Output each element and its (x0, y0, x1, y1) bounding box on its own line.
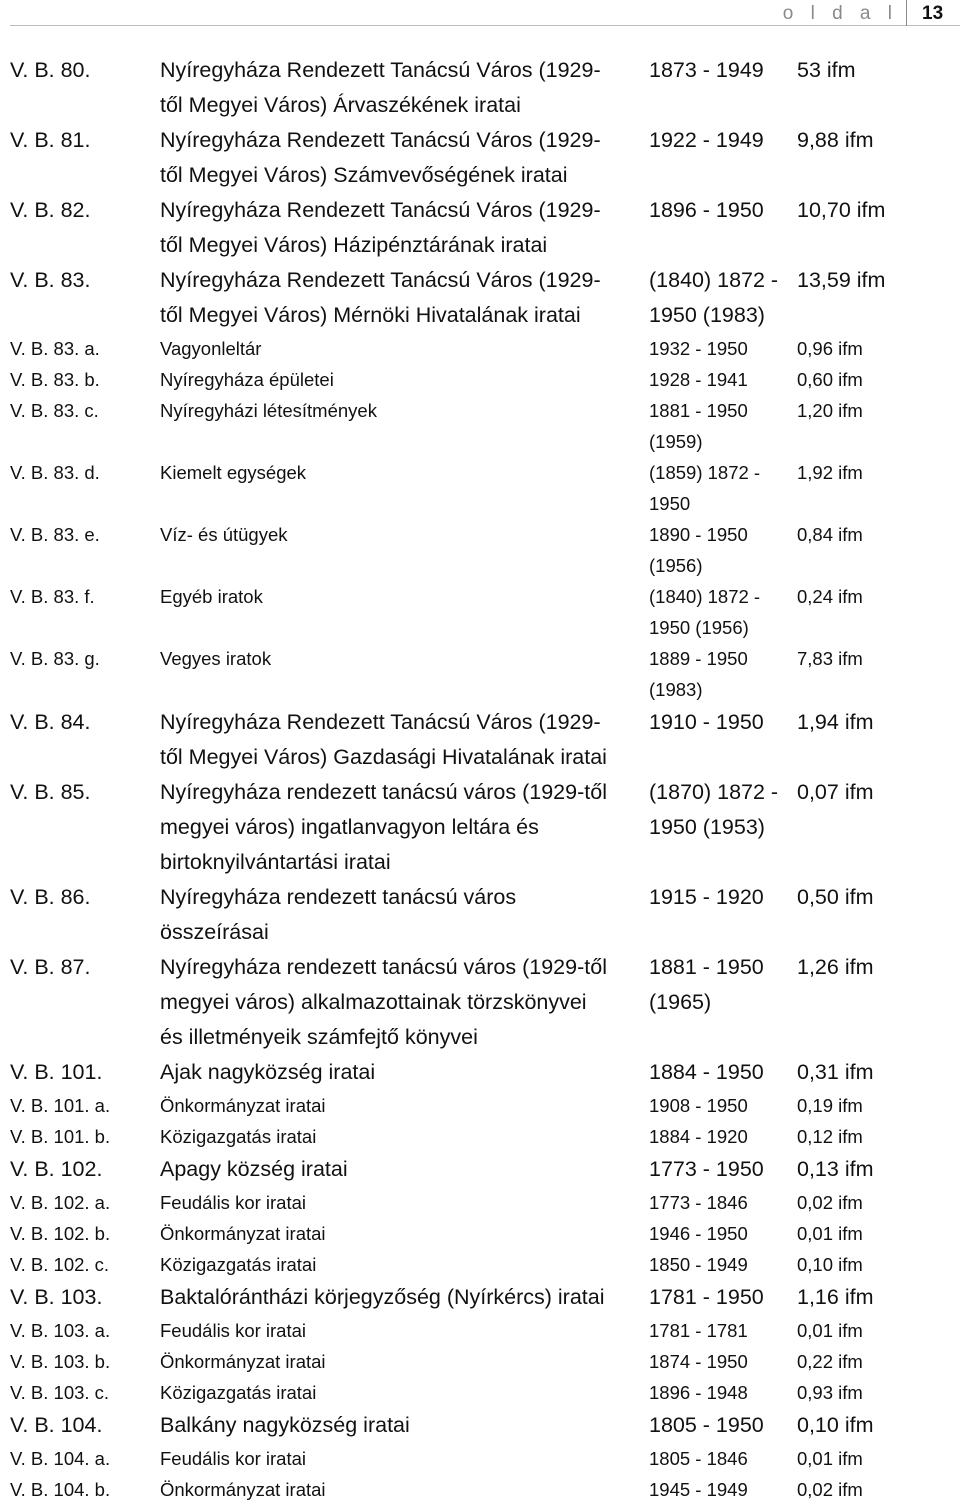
item-date-range (649, 1121, 748, 1152)
item-code: V. B. 102. c. (10, 1254, 110, 1275)
item-title (160, 263, 601, 333)
item-extent: 7,83 ifm (797, 648, 863, 669)
header-rule (10, 25, 960, 26)
item-date-range (649, 880, 764, 915)
item-title-line: Önkormányzat iratai (160, 1479, 326, 1500)
list-item (0, 1055, 960, 1090)
item-extent: 0,19 ifm (797, 1095, 863, 1116)
item-code: V. B. 103. a. (10, 1320, 111, 1341)
item-extent: 0,31 ifm (797, 1060, 874, 1084)
item-extent: 0,12 ifm (797, 1126, 863, 1147)
item-title (160, 705, 607, 775)
item-date-line: 1950 (1983) (649, 303, 765, 327)
list-item (0, 1152, 960, 1187)
page-number: 13 (922, 3, 944, 24)
item-code: V. B. 86. (10, 885, 91, 909)
item-date-range (649, 333, 748, 364)
list-item (0, 1280, 960, 1315)
item-extent: 53 ifm (797, 58, 856, 82)
item-date-line: 1915 - 1920 (649, 885, 764, 909)
item-extent: 1,26 ifm (797, 955, 874, 979)
item-title (160, 364, 334, 395)
item-extent: 1,20 ifm (797, 400, 863, 421)
list-item (0, 1408, 960, 1443)
item-title (160, 519, 288, 550)
item-title-line: től Megyei Város) Gazdasági Hivatalának iratai (160, 745, 607, 769)
item-title (160, 1152, 348, 1187)
item-extent: 0,93 ifm (797, 1382, 863, 1403)
item-title-line: Nyíregyházi létesítmények (160, 400, 377, 421)
item-date-line: 1946 - 1950 (649, 1223, 748, 1244)
item-date-line: (1840) 1872 - (649, 268, 779, 292)
item-extent: 0,01 ifm (797, 1448, 863, 1469)
archive-listing (0, 53, 960, 1505)
item-code: V. B. 104. a. (10, 1448, 111, 1469)
item-date-line: 1781 - 1950 (649, 1285, 764, 1309)
item-extent: 0,96 ifm (797, 338, 863, 359)
item-date-range (649, 705, 764, 740)
item-extent: 13,59 ifm (797, 268, 886, 292)
item-code: V. B. 103. b. (10, 1351, 111, 1372)
item-date-line: 1874 - 1950 (649, 1351, 748, 1372)
item-date-line: 1950 (1956) (649, 617, 749, 638)
item-title-line: Feudális kor iratai (160, 1448, 307, 1469)
item-title (160, 1474, 326, 1505)
list-item (0, 395, 960, 457)
item-title-line: Önkormányzat iratai (160, 1223, 326, 1244)
item-extent: 0,60 ifm (797, 369, 863, 390)
item-code: V. B. 83. c. (10, 400, 99, 421)
list-item (0, 1249, 960, 1280)
item-title-line: Nyíregyháza Rendezett Tanácsú Város (1929- (160, 710, 601, 734)
item-code: V. B. 83. e. (10, 524, 100, 545)
list-item (0, 1187, 960, 1218)
item-code: V. B. 84. (10, 710, 91, 734)
item-date-range (649, 1280, 764, 1315)
item-title-line: től Megyei Város) Mérnöki Hivatalának iratai (160, 303, 581, 327)
list-item (0, 53, 960, 123)
item-title (160, 1121, 316, 1152)
item-date-line: 1950 (649, 493, 691, 514)
item-date-range (649, 1152, 764, 1187)
item-title-line: Apagy község iratai (160, 1157, 348, 1181)
item-extent: 0,10 ifm (797, 1413, 874, 1437)
item-title-line: Balkány nagyközség iratai (160, 1413, 410, 1437)
list-item (0, 880, 960, 950)
item-code: V. B. 83. d. (10, 462, 100, 483)
item-date-line: 1873 - 1949 (649, 58, 764, 82)
item-extent: 0,02 ifm (797, 1479, 863, 1500)
item-title (160, 193, 601, 263)
item-date-line: 1805 - 1950 (649, 1413, 764, 1437)
item-date-range (649, 364, 748, 395)
list-item (0, 1090, 960, 1121)
item-title-line: től Megyei Város) Árvaszékének iratai (160, 93, 521, 117)
item-date-line: 1850 - 1949 (649, 1254, 748, 1275)
item-title (160, 1249, 316, 1280)
item-title (160, 1315, 306, 1346)
item-extent: 0,07 ifm (797, 780, 874, 804)
item-extent: 1,92 ifm (797, 462, 863, 483)
item-title (160, 1377, 316, 1408)
item-date-line: 1781 - 1781 (649, 1320, 748, 1341)
item-code: V. B. 87. (10, 955, 91, 979)
list-item (0, 1121, 960, 1152)
item-code: V. B. 104. (10, 1413, 103, 1437)
item-title (160, 53, 601, 123)
item-date-range (649, 775, 778, 845)
item-date-line: 1881 - 1950 (649, 400, 748, 421)
item-code: V. B. 83. b. (10, 369, 100, 390)
list-item (0, 123, 960, 193)
list-item (0, 1443, 960, 1474)
list-item (0, 333, 960, 364)
item-date-range (649, 581, 760, 643)
item-date-range (649, 53, 764, 88)
item-title-line: birtoknyilvántartási iratai (160, 850, 391, 874)
item-code: V. B. 101. b. (10, 1126, 111, 1147)
item-title (160, 643, 271, 674)
item-date-range (649, 1346, 748, 1377)
list-item (0, 705, 960, 775)
item-title-line: Víz- és útügyek (160, 524, 288, 545)
item-title-line: Közigazgatás iratai (160, 1254, 317, 1275)
page-header (0, 0, 960, 26)
item-date-range (649, 1443, 748, 1474)
item-title-line: től Megyei Város) Számvevőségének iratai (160, 163, 568, 187)
item-code: V. B. 83. g. (10, 648, 100, 669)
item-title (160, 457, 306, 488)
item-date-line: 1773 - 1846 (649, 1192, 748, 1213)
item-date-range (649, 1315, 748, 1346)
item-title-line: Nyíregyháza Rendezett Tanácsú Város (1929- (160, 128, 601, 152)
item-date-line: 1945 - 1949 (649, 1479, 748, 1500)
item-code: V. B. 102. b. (10, 1223, 111, 1244)
item-code: V. B. 102. (10, 1157, 103, 1181)
item-title-line: Feudális kor iratai (160, 1192, 307, 1213)
item-date-range (649, 519, 748, 581)
item-date-range (649, 643, 748, 705)
list-item (0, 1315, 960, 1346)
item-title-line: Nyíregyháza rendezett tanácsú város (1929-től (160, 955, 607, 979)
item-date-line: (1870) 1872 - (649, 780, 779, 804)
item-code: V. B. 102. a. (10, 1192, 111, 1213)
item-title-line: Közigazgatás iratai (160, 1382, 317, 1403)
item-code: V. B. 83. a. (10, 338, 100, 359)
item-date-range (649, 1474, 748, 1505)
item-date-range (649, 123, 764, 158)
list-item (0, 519, 960, 581)
item-date-line: 1896 - 1950 (649, 198, 764, 222)
item-date-line: 1884 - 1920 (649, 1126, 748, 1147)
item-date-line: 1928 - 1941 (649, 369, 748, 390)
item-title (160, 581, 263, 612)
item-extent: 0,84 ifm (797, 524, 863, 545)
list-item (0, 581, 960, 643)
item-title (160, 1090, 326, 1121)
list-item (0, 1218, 960, 1249)
item-title (160, 950, 607, 1055)
item-extent: 0,24 ifm (797, 586, 863, 607)
item-date-line: (1983) (649, 679, 703, 700)
item-title (160, 1055, 375, 1090)
list-item (0, 1474, 960, 1505)
item-title (160, 1218, 326, 1249)
item-date-line: 1922 - 1949 (649, 128, 764, 152)
item-title-line: Baktalórántházi körjegyzőség (Nyírkércs) iratai (160, 1285, 605, 1309)
item-extent: 1,94 ifm (797, 710, 874, 734)
item-date-line: 1910 - 1950 (649, 710, 764, 734)
item-title-line: megyei város) ingatlanvagyon leltára és (160, 815, 539, 839)
item-extent: 0,13 ifm (797, 1157, 874, 1181)
item-code: V. B. 80. (10, 58, 91, 82)
item-code: V. B. 85. (10, 780, 91, 804)
item-date-line: 1896 - 1948 (649, 1382, 748, 1403)
item-title (160, 880, 516, 950)
item-title-line: Nyíregyháza rendezett tanácsú város (1929-től (160, 780, 607, 804)
item-date-line: 1881 - 1950 (649, 955, 764, 979)
item-title-line: Közigazgatás iratai (160, 1126, 317, 1147)
item-date-line: (1956) (649, 555, 703, 576)
item-date-range (649, 395, 748, 457)
item-date-line: 1932 - 1950 (649, 338, 748, 359)
item-date-range (649, 1249, 748, 1280)
item-code: V. B. 101. (10, 1060, 103, 1084)
item-title-line: Önkormányzat iratai (160, 1095, 326, 1116)
item-date-line: 1805 - 1846 (649, 1448, 748, 1469)
item-code: V. B. 83. f. (10, 586, 95, 607)
item-title (160, 1346, 326, 1377)
item-extent: 0,01 ifm (797, 1320, 863, 1341)
item-code: V. B. 81. (10, 128, 91, 152)
item-code: V. B. 103. c. (10, 1382, 110, 1403)
item-date-line: (1965) (649, 990, 712, 1014)
item-date-range (649, 1187, 748, 1218)
item-date-range (649, 1377, 748, 1408)
item-extent: 0,01 ifm (797, 1223, 863, 1244)
item-title-line: Önkormányzat iratai (160, 1351, 326, 1372)
item-title (160, 1443, 306, 1474)
list-item (0, 263, 960, 333)
item-date-range (649, 1218, 748, 1249)
item-date-range (649, 950, 764, 1020)
item-code: V. B. 83. (10, 268, 91, 292)
list-item (0, 950, 960, 1055)
list-item (0, 775, 960, 880)
item-date-line: 1950 (1953) (649, 815, 765, 839)
item-title (160, 123, 601, 193)
item-title (160, 1280, 605, 1315)
item-title (160, 775, 607, 880)
item-title (160, 395, 377, 426)
item-title-line: Nyíregyháza épületei (160, 369, 334, 390)
item-date-line: (1959) (649, 431, 703, 452)
header-separator (906, 0, 907, 26)
item-date-range (649, 457, 760, 519)
item-date-range (649, 1090, 748, 1121)
item-title-line: Nyíregyháza Rendezett Tanácsú Város (1929- (160, 268, 601, 292)
list-item (0, 193, 960, 263)
item-title-line: Vegyes iratok (160, 648, 272, 669)
item-title-line: Nyíregyháza Rendezett Tanácsú Város (1929- (160, 198, 601, 222)
list-item (0, 457, 960, 519)
item-extent: 0,10 ifm (797, 1254, 863, 1275)
item-code: V. B. 103. (10, 1285, 103, 1309)
item-title-line: Kiemelt egységek (160, 462, 307, 483)
item-code: V. B. 104. b. (10, 1479, 111, 1500)
item-title (160, 1408, 410, 1443)
list-item (0, 1346, 960, 1377)
item-title-line: Feudális kor iratai (160, 1320, 307, 1341)
item-extent: 10,70 ifm (797, 198, 886, 222)
item-title-line: től Megyei Város) Házipénztárának iratai (160, 233, 548, 257)
item-title-line: Ajak nagyközség iratai (160, 1060, 376, 1084)
item-title-line: megyei város) alkalmazottainak törzskönyvei (160, 990, 587, 1014)
item-date-range (649, 1055, 764, 1090)
list-item (0, 643, 960, 705)
item-title (160, 1187, 306, 1218)
item-title-line: összeírásai (160, 920, 269, 944)
item-extent: 0,02 ifm (797, 1192, 863, 1213)
item-date-range (649, 1408, 764, 1443)
item-date-line: 1889 - 1950 (649, 648, 748, 669)
item-extent: 9,88 ifm (797, 128, 874, 152)
item-title-line: Egyéb iratok (160, 586, 263, 607)
item-date-line: 1773 - 1950 (649, 1157, 764, 1181)
item-date-range (649, 263, 778, 333)
item-date-line: (1840) 1872 - (649, 586, 761, 607)
item-title (160, 333, 261, 364)
item-extent: 0,50 ifm (797, 885, 874, 909)
item-title-line: és illetményeik számfejtő könyvei (160, 1025, 478, 1049)
item-date-line: 1890 - 1950 (649, 524, 748, 545)
item-date-line: (1859) 1872 - (649, 462, 761, 483)
item-date-range (649, 193, 764, 228)
item-title-line: Nyíregyháza rendezett tanácsú város (160, 885, 517, 909)
item-code: V. B. 101. a. (10, 1095, 111, 1116)
item-extent: 1,16 ifm (797, 1285, 874, 1309)
item-date-line: 1908 - 1950 (649, 1095, 748, 1116)
item-extent: 0,22 ifm (797, 1351, 863, 1372)
item-code: V. B. 82. (10, 198, 91, 222)
list-item (0, 364, 960, 395)
item-title-line: Vagyonleltár (160, 338, 262, 359)
page-label: o l d a l (782, 3, 898, 24)
item-date-line: 1884 - 1950 (649, 1060, 764, 1084)
item-title-line: Nyíregyháza Rendezett Tanácsú Város (1929- (160, 58, 601, 82)
list-item (0, 1377, 960, 1408)
